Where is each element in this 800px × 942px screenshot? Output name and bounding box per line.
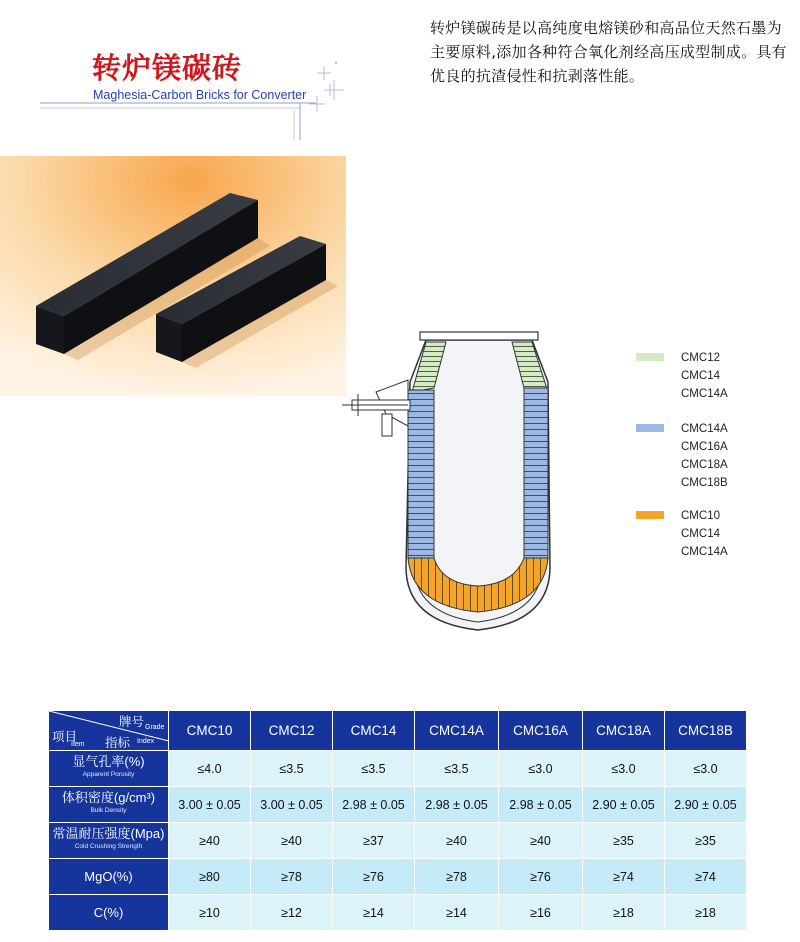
- table-row: [49, 895, 747, 931]
- table-cell: ≥78: [415, 859, 499, 895]
- row-label-cn: 显气孔率(%): [72, 754, 145, 769]
- grade-header: CMC18B: [665, 711, 747, 751]
- table-row: [49, 859, 747, 895]
- legend-swatch: [636, 511, 664, 519]
- legend-grade: CMC18A: [681, 459, 728, 471]
- table-cell: ≤4.0: [169, 751, 251, 787]
- table-cell: 3.00 ± 0.05: [251, 787, 333, 823]
- product-photo: [0, 156, 346, 396]
- legend-grade: CMC18B: [681, 477, 728, 489]
- table-cell: ≤3.5: [333, 751, 415, 787]
- table-cell: ≥40: [251, 823, 333, 859]
- table-cell: 2.98 ± 0.05: [333, 787, 415, 823]
- row-label-en: Cold Crushing Strength: [74, 843, 143, 850]
- table-cell: ≥76: [499, 859, 583, 895]
- legend-grade: CMC12: [681, 352, 720, 364]
- row-label: [49, 895, 169, 931]
- table-cell: 2.98 ± 0.05: [499, 787, 583, 823]
- intro-paragraph: 转炉镁碳砖是以高纯度电熔镁砂和高品位天然石墨为主要原料,添加各种符合氧化剂经高压成型制成。具有优良的抗渣侵性和抗剥落性能。: [430, 19, 787, 85]
- grade-header: CMC14A: [415, 711, 499, 751]
- table-cell: 2.98 ± 0.05: [415, 787, 499, 823]
- row-label-en: Bulk Density: [90, 807, 127, 814]
- table-corner-cell: [49, 711, 169, 751]
- title-decoration: [0, 0, 360, 150]
- table-cell: ≥40: [499, 823, 583, 859]
- table-cell: ≥18: [583, 895, 665, 931]
- table-cell: ≥76: [333, 859, 415, 895]
- table-cell: ≤3.0: [499, 751, 583, 787]
- table-cell: ≥74: [583, 859, 665, 895]
- legend-grade: CMC14: [681, 370, 720, 382]
- table-cell: ≤3.5: [251, 751, 333, 787]
- table-cell: ≥12: [251, 895, 333, 931]
- table-cell: ≥35: [583, 823, 665, 859]
- corner-grade-cn: 牌号: [119, 715, 145, 729]
- table-header-row: [49, 711, 747, 751]
- row-label-en: Apparent Porosity: [82, 771, 135, 778]
- spec-table: [48, 710, 747, 931]
- table-cell: ≥40: [169, 823, 251, 859]
- table-cell: ≥14: [415, 895, 499, 931]
- table-cell: ≥37: [333, 823, 415, 859]
- converter-lining-diagram: [338, 322, 618, 646]
- corner-grade-en: Grade: [145, 724, 165, 731]
- table-cell: ≥78: [251, 859, 333, 895]
- table-cell: ≥14: [333, 895, 415, 931]
- table-row: [49, 751, 747, 787]
- table-cell: ≤3.5: [415, 751, 499, 787]
- page-title: 转炉镁碳砖: [92, 51, 243, 85]
- row-label-cn: MgO(%): [84, 868, 133, 884]
- row-label: [49, 823, 169, 859]
- legend-grade: CMC14A: [681, 546, 728, 558]
- table-cell: 3.00 ± 0.05: [169, 787, 251, 823]
- grade-header: CMC16A: [499, 711, 583, 751]
- legend-swatch: [636, 353, 664, 361]
- corner-index-en: Index: [137, 738, 155, 745]
- corner-item-cn: 项目: [52, 730, 78, 744]
- grade-header: CMC14: [333, 711, 415, 751]
- table-row: [49, 823, 747, 859]
- table-cell: ≤3.0: [583, 751, 665, 787]
- row-label-cn: 常温耐压强度(Mpa): [52, 826, 165, 841]
- row-label-cn: C(%): [93, 904, 124, 920]
- grade-header: CMC12: [251, 711, 333, 751]
- table-cell: 2.90 ± 0.05: [583, 787, 665, 823]
- corner-index-cn: 指标: [105, 736, 131, 750]
- legend-grade: CMC14: [681, 528, 720, 540]
- page-subtitle: Maghesia-Carbon Bricks for Converter: [93, 88, 307, 102]
- table-cell: ≥35: [665, 823, 747, 859]
- table-cell: ≥40: [415, 823, 499, 859]
- grade-header: CMC10: [169, 711, 251, 751]
- table-cell: ≥16: [499, 895, 583, 931]
- row-label: [49, 859, 169, 895]
- legend-grade: CMC16A: [681, 441, 728, 453]
- corner-item-en: Item: [71, 741, 85, 748]
- row-label: [49, 751, 169, 787]
- table-cell: ≥74: [665, 859, 747, 895]
- legend-grade: CMC10: [681, 510, 720, 522]
- legend-swatch: [636, 424, 664, 432]
- table-cell: ≥10: [169, 895, 251, 931]
- table-row: [49, 787, 747, 823]
- legend-grade: CMC14A: [681, 388, 728, 400]
- table-cell: ≥18: [665, 895, 747, 931]
- row-label: [49, 787, 169, 823]
- row-label-cn: 体积密度(g/cm³): [61, 790, 156, 805]
- table-cell: 2.90 ± 0.05: [665, 787, 747, 823]
- table-cell: ≤3.0: [665, 751, 747, 787]
- grade-header: CMC18A: [583, 711, 665, 751]
- legend-grade: CMC14A: [681, 423, 728, 435]
- table-cell: ≥80: [169, 859, 251, 895]
